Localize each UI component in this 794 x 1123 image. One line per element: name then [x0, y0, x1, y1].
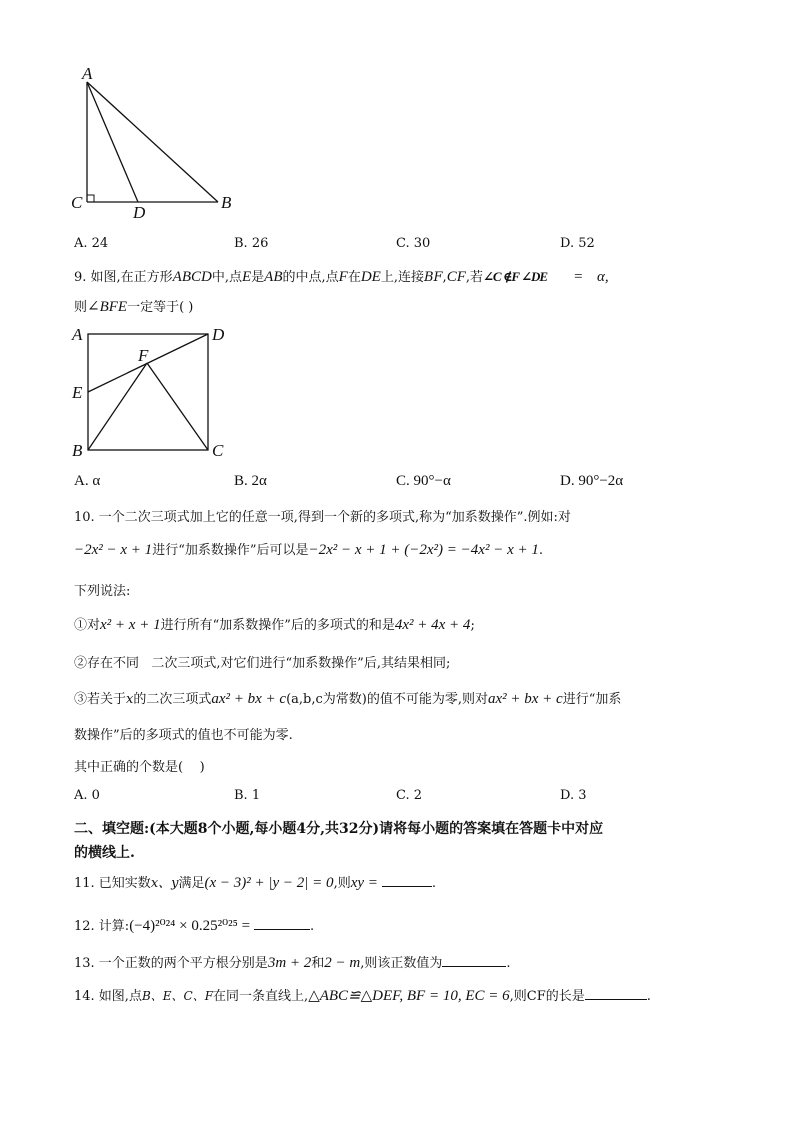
q10-item3-x: x [126, 692, 134, 707]
q8-label-A: A [82, 64, 93, 83]
q8-label-C: C [71, 193, 83, 212]
q13-text: ,则该正数值为 [360, 956, 443, 971]
q14-text: . [646, 989, 651, 1004]
q10-option-c: C. 2 [396, 788, 423, 803]
q9-de: DE [360, 269, 381, 285]
q10-item1-poly: x² + x + 1 [100, 617, 161, 633]
q9-text: ,若 [465, 270, 483, 285]
q12-text: . [310, 919, 315, 934]
q13-text: 和 [311, 956, 325, 971]
q9-label-B: B [72, 441, 83, 460]
q14-points: B、E、C、F [141, 989, 214, 1003]
q10-text: 进行“加系 [562, 692, 622, 707]
q9-e: E [241, 269, 252, 285]
q11-answer-blank[interactable] [382, 874, 432, 887]
q9-text: 一定等于( ) [127, 300, 194, 315]
q9-label-D: D [212, 325, 225, 344]
q10-option-b: B. 1 [234, 788, 261, 803]
q9-option-b: B. 2α [234, 473, 267, 489]
q10-item1-sum: 4x² + 4x + 4 [394, 617, 471, 633]
q10-item3-poly: ax² + bx + c [211, 691, 287, 707]
q9-stem-line1 [74, 266, 609, 286]
q9-label-A: A [72, 325, 83, 344]
q10-text: 的二次三项式 [133, 692, 212, 707]
q11-xy: xy = [350, 875, 378, 891]
q9-text: 是 [251, 270, 265, 285]
q9-garbled-angles: ∠C ∉F ∠DE [483, 269, 548, 284]
q10-text: . [538, 543, 543, 558]
q14-text: ,则CF的长是 [509, 989, 585, 1004]
q12-answer-blank[interactable] [254, 917, 310, 930]
q11-equation: (x − 3)² + |y − 2| = 0 [204, 875, 334, 891]
q9-option-d: D. 90°−2α [560, 473, 624, 489]
q11-text: . [431, 876, 437, 891]
q10-item3-poly2: ax² + bx + c [488, 691, 563, 707]
q9-text: 9. 如图,在正方形 [74, 270, 173, 285]
q14-congruence: △ABC≌△DEF, BF = 10, EC = 6 [308, 988, 510, 1004]
q10-item2: ②存在不同 二次三项式,对它们进行“加系数操作”后,其结果相同; [74, 656, 451, 671]
q11-vars: x、y [150, 876, 179, 891]
q9-text: 的中点,点 [282, 270, 339, 285]
section2-heading-line2: 的横线上. [74, 845, 135, 861]
q10-text: ①对 [74, 618, 101, 633]
q9-text: , [442, 270, 447, 285]
q10-text: ③若关于 [74, 692, 127, 707]
q8-label-B: B [221, 193, 232, 212]
q10-line3: 下列说法: [74, 584, 131, 599]
q13-root1: 3m + 2 [267, 955, 312, 971]
q10-line1: 10. 一个二次三项式加上它的任意一项,得到一个新的多项式,称为“加系数操作”.例如:对 [74, 510, 571, 525]
q10-text: 进行所有“加系数操作”后的多项式的和是 [160, 618, 395, 633]
q9-cf: CF [446, 269, 466, 285]
q8-option-d: D. 52 [560, 236, 595, 251]
q12 [74, 915, 314, 935]
q9-label-F: F [138, 346, 149, 365]
q12-expression: (−4)²⁰²⁴ × 0.25²⁰²⁵ = [129, 918, 251, 934]
q11-text: ,则 [333, 876, 351, 891]
q10-text: (a,b,c为常数)的值不可能为零,则对 [286, 692, 488, 707]
q9-bf: BF [423, 270, 443, 285]
q12-text: 12. 计算: [74, 919, 130, 934]
q9-ab: AB [264, 269, 283, 285]
q8-option-b: B. 26 [234, 236, 269, 251]
q13-text: 13. 一个正数的两个平方根分别是 [74, 956, 268, 971]
q10-example-result: −2x² − x + 1 + (−2x²) = −4x² − x + 1 [308, 542, 539, 558]
q10-text: ; [470, 618, 475, 633]
q9-text: 在 [347, 270, 361, 285]
q11-text: 满足 [178, 876, 205, 891]
q13-text: . [506, 956, 511, 971]
q9-abcd: ABCD [172, 269, 212, 285]
q10-item1 [74, 614, 475, 634]
q13-root2: 2 − m [324, 955, 361, 971]
q8-triangle-figure [66, 62, 246, 222]
q9-stem-line2 [74, 296, 193, 316]
q10-count-question: 其中正确的个数是( ) [74, 760, 205, 775]
q11-text: 11. 已知实数 [74, 876, 151, 891]
q14-answer-blank[interactable] [585, 987, 647, 1000]
q9-option-a: A. α [74, 473, 101, 489]
q10-item3-line2: 数操作”后的多项式的值也不可能为零. [74, 728, 293, 743]
q10-text: 进行“加系数操作”后可以是 [152, 543, 309, 558]
q9-text: 上,连接 [380, 270, 424, 285]
q9-label-E: E [72, 383, 83, 402]
q14-text: 14. 如图,点 [74, 989, 142, 1004]
q9-eq-alpha: = α, [573, 269, 609, 285]
q9-text: 则 [74, 300, 88, 315]
q10-example-poly: −2x² − x + 1 [74, 542, 153, 558]
q10-option-d: D. 3 [560, 788, 587, 803]
q9-text: 中,点 [211, 270, 242, 285]
q10-item3 [74, 688, 621, 708]
q14-text: 在同一条直线上, [213, 989, 309, 1004]
section2-heading-line1: 二、填空题:(本大题8个小题,每小题4分,共32分)请将每小题的答案填在答题卡中对应 [74, 821, 604, 837]
q9-option-c: C. 90°−α [396, 473, 451, 489]
q14 [74, 985, 651, 1005]
q9-square-figure [66, 322, 236, 462]
q9-label-C: C [212, 441, 224, 460]
q9-angle-bfe: ∠BFE [87, 299, 128, 315]
q11 [74, 872, 436, 892]
q10-line2 [74, 539, 543, 559]
q8-option-a: A. 24 [74, 236, 109, 251]
q8-option-c: C. 30 [396, 236, 431, 251]
q8-label-D: D [133, 203, 146, 222]
q13-answer-blank[interactable] [442, 954, 506, 967]
q9-f: F [338, 269, 348, 285]
q10-option-a: A. 0 [74, 788, 100, 803]
q13 [74, 952, 511, 972]
